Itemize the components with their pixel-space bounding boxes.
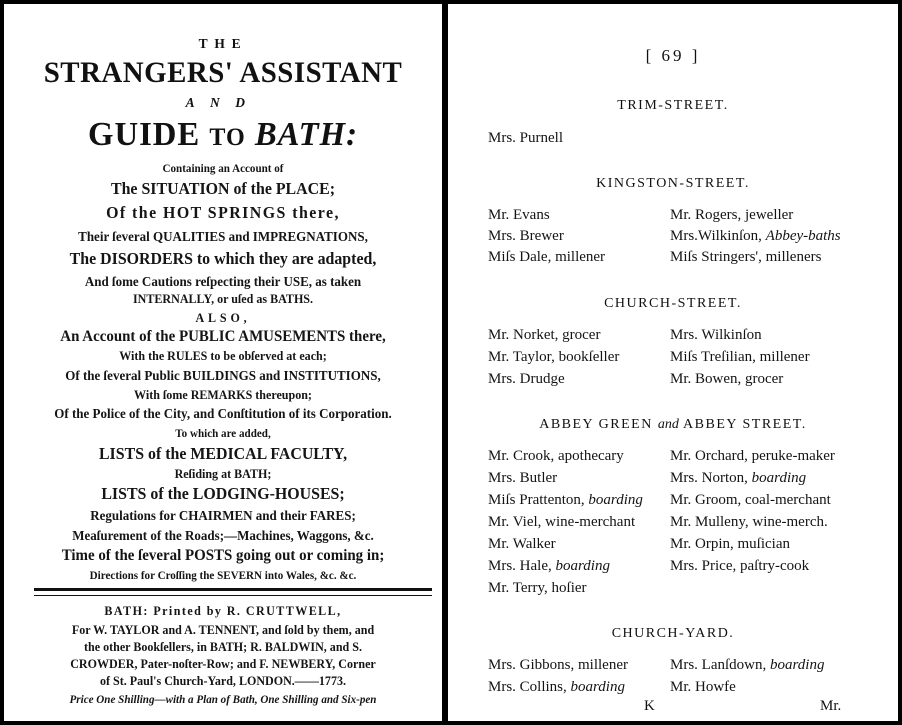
directory-entry (670, 228, 841, 245)
imprint-line: BATH: Printed by R. CRUTTWELL, (104, 604, 342, 618)
directory-entry: Mrs. Brewer (488, 228, 564, 244)
street-heading: CHURCH-YARD. (611, 626, 735, 641)
street-heading: CHURCH-STREET. (604, 296, 742, 311)
directory-entry: Mr. Norket, grocer (488, 327, 601, 343)
title-line: Of the HOT SPRINGS there, (106, 203, 340, 222)
directory-entry: Mrs. Price, paſtry-cook (670, 558, 810, 574)
directory-entry: Mr. Bowen, grocer (670, 371, 784, 387)
directory-entry: Mr. Walker (488, 536, 556, 552)
title-to: TO (209, 124, 246, 151)
title-line: Their ſeveral QUALITIES and IMPREGNATIONS, (78, 229, 368, 244)
title-line: Of the Police of the City, and Conſtitution of its Corporation. (54, 406, 392, 421)
title-bath: BATH: (254, 116, 358, 153)
directory-entry: Miſs Treſilian, millener (670, 349, 810, 365)
title-line: With ſome REMARKS thereupon; (134, 388, 312, 402)
title-line: Directions for Croſſing the SEVERN into Wales, &c. &c. (89, 570, 357, 582)
title-guide: GUIDE (88, 116, 201, 153)
title-line: INTERNALLY, or uſed as BATHS. (132, 292, 314, 306)
directory-entry: Mr. Rogers, jeweller (670, 207, 794, 223)
rule-thin (34, 595, 432, 596)
heading-abbey-street: ABBEY STREET. (683, 417, 807, 432)
imprint-line: the other Bookſellers, in BATH; R. BALDWIN, and S. (84, 640, 362, 654)
title-line: Regulations for CHAIRMEN and their FARES; (90, 508, 356, 523)
entry-note: boarding (555, 558, 610, 574)
directory-entry: Mrs. Wilkinſon (670, 327, 762, 343)
imprint-line: CROWDER, Pater-noſter-Row; and F. NEWBERY, Corner (70, 657, 376, 671)
directory-entry: Mr. Crook, apothecary (488, 448, 624, 464)
entry-note: boarding (588, 492, 643, 508)
directory-entry: Mr. Howfe (670, 679, 736, 695)
entry-note: Abbey-baths (765, 228, 841, 244)
directory-entry: Miſs Dale, millener (488, 249, 606, 265)
title-line: The SITUATION of the PLACE; (110, 179, 336, 198)
directory-entry: Mrs. Butler (488, 470, 558, 486)
directory-entry (670, 657, 824, 674)
directory-entry: Mr. Terry, hoſier (488, 580, 587, 596)
street-heading: TRIM-STREET. (617, 98, 729, 113)
entry-name: Mrs. Norton, (670, 470, 748, 486)
title-line: Containing an Account of (162, 163, 284, 175)
imprint-line: of St. Paul's Church-Yard, LONDON.——1773. (99, 674, 347, 688)
directory-entry (488, 492, 643, 509)
title-line: Meaſurement of the Roads;—Machines, Waggons, &c. (72, 528, 374, 543)
directory-entry (670, 470, 806, 487)
directory-entry: Mr. Mulleny, wine-merch. (670, 514, 828, 530)
directory-entry: Miſs Stringers', milleners (670, 249, 822, 265)
title-line: LISTS of the MEDICAL FACULTY, (98, 444, 348, 463)
title-line: The DISORDERS to which they are adapted, (69, 249, 377, 268)
directory-page (448, 4, 898, 721)
entry-note: boarding (570, 679, 625, 695)
title-line: With the RULES to be obſerved at each; (119, 349, 327, 363)
entry-name: Mrs.Wilkinſon, (670, 228, 762, 244)
heading-abbey-green: ABBEY GREEN (539, 417, 653, 432)
title-line: ALSO, (195, 311, 251, 325)
title-and: AND (185, 96, 261, 111)
street-heading: KINGSTON-STREET. (596, 176, 750, 191)
title-line: LISTS of the LODGING-HOUSES; (101, 484, 345, 503)
entry-name: Mrs. Lanſdown, (670, 657, 767, 673)
price-line: Price One Shilling—with a Plan of Bath, One Shilling and Six-pen (69, 694, 377, 706)
imprint-line: For W. TAYLOR and A. TENNENT, and ſold by them, and (71, 623, 375, 637)
title-line: Time of the ſeveral POSTS going out or coming in; (61, 547, 385, 564)
directory-entry: Mr. Evans (488, 207, 550, 223)
title-line: And ſome Cautions reſpecting their USE, as taken (84, 274, 362, 289)
title-the: THE (198, 37, 248, 52)
directory-entry: Mr. Taylor, bookſeller (488, 349, 620, 365)
signature-mark: K (644, 698, 655, 714)
directory-entry: Mr. Groom, coal-merchant (670, 492, 831, 508)
entry-name: Mrs. Collins, (488, 679, 567, 695)
entry-name: Mrs. Hale, (488, 558, 552, 574)
heading-and: and (657, 417, 679, 432)
title-line: An Account of the PUBLIC AMUSEMENTS there, (60, 328, 386, 345)
title-line: Of the ſeveral Public BUILDINGS and INSTITUTIONS, (65, 368, 381, 383)
entry-note: boarding (751, 470, 807, 486)
title-line: Reſiding at BATH; (174, 467, 272, 481)
entry-name: Miſs Prattenton, (488, 492, 585, 508)
title-guide-to-bath (12, 116, 434, 154)
directory-entry (488, 558, 610, 575)
street-heading (448, 417, 898, 433)
directory-entry (488, 679, 625, 696)
directory-entry: Mrs. Purnell (488, 130, 563, 146)
catchword: Mr. (820, 698, 842, 714)
directory-entry: Mr. Orpin, muſician (670, 536, 790, 552)
title-page (4, 4, 442, 721)
title-line: To which are added, (175, 428, 271, 440)
directory-entry: Mr. Viel, wine-merchant (488, 514, 636, 530)
directory-entry: Mrs. Drudge (488, 371, 565, 387)
entry-note: boarding (770, 657, 825, 673)
book-spread (4, 4, 898, 721)
rule-thick (34, 588, 432, 591)
title-strangers-assistant: STRANGERS' ASSISTANT (43, 56, 403, 89)
directory-entry: Mrs. Gibbons, millener (488, 657, 628, 673)
directory-entry: Mr. Orchard, peruke-maker (670, 448, 835, 464)
page-number: [ 69 ] (645, 46, 701, 65)
